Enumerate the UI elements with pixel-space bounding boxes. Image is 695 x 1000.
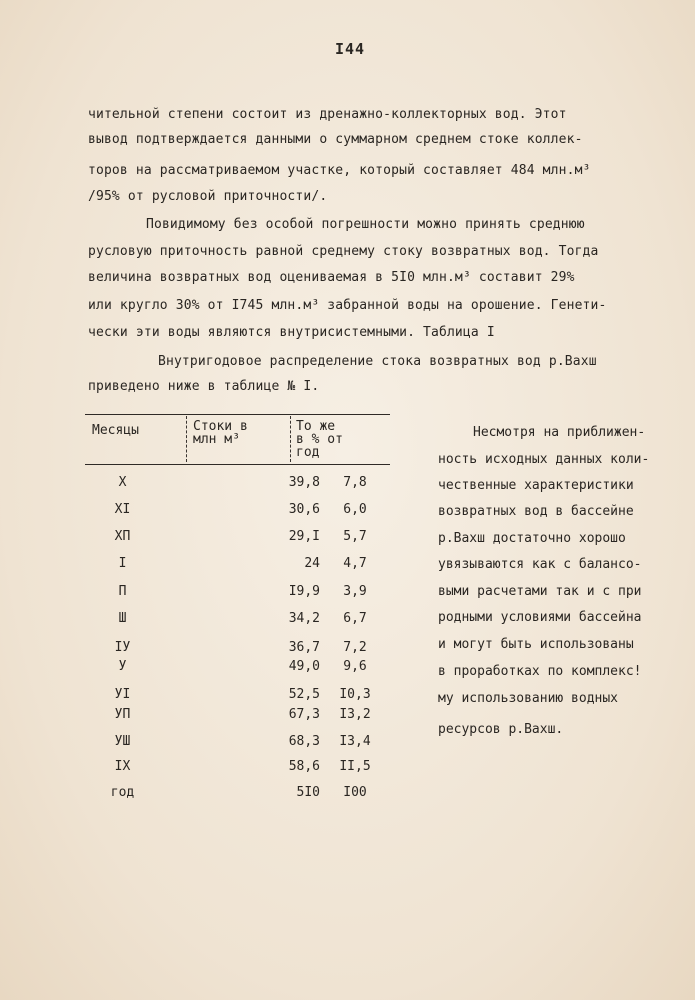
cell-percent: 4,7: [343, 556, 367, 571]
table-row: [85, 556, 385, 576]
text-line: торов на рассматриваемом участке, который составляет 484 млн.м³: [88, 163, 591, 178]
cell-flow: 39,8: [288, 475, 320, 490]
cell-flow: 36,7: [288, 640, 320, 655]
cell-percent: I3,4: [339, 734, 371, 749]
cell-percent: 6,0: [343, 502, 367, 517]
cell-flow: 24: [304, 556, 320, 571]
cell-month: У: [118, 659, 127, 674]
cell-percent: 3,9: [343, 584, 367, 599]
cell-percent: 6,7: [343, 611, 367, 626]
text-line: Повидимому без особой погрешности можно принять среднюю: [146, 217, 585, 232]
table-row-total: [85, 785, 385, 805]
cell-percent: II,5: [339, 759, 371, 774]
text-line: Внутригодовое распределение стока возвратных вод р.Вахш: [158, 354, 597, 369]
cell-flow: 34,2: [288, 611, 320, 626]
side-note-line: ность исходных данных коли-: [438, 452, 650, 467]
cell-percent: I0,3: [339, 687, 371, 702]
table-row: [85, 734, 385, 754]
table-row: [85, 475, 385, 495]
cell-percent: I00: [343, 785, 367, 800]
cell-percent: I3,2: [339, 707, 371, 722]
side-note-line: выми расчетами так и с при: [438, 584, 642, 599]
text-line: приведено ниже в таблице № I.: [88, 379, 320, 394]
side-note-line: чественные характеристики: [438, 478, 634, 493]
side-note-line: и могут быть использованы: [438, 637, 634, 652]
table-top-rule: [85, 414, 390, 415]
cell-flow: 29,I: [288, 529, 320, 544]
cell-month: XI: [114, 502, 131, 517]
cell-percent: 5,7: [343, 529, 367, 544]
cell-month: П: [118, 584, 127, 599]
table-row: [85, 640, 385, 660]
side-note-line: му использованию водных: [438, 691, 619, 706]
cell-month: УШ: [114, 734, 131, 749]
cell-flow: I9,9: [288, 584, 320, 599]
cell-flow: 67,3: [288, 707, 320, 722]
cell-flow: 49,0: [288, 659, 320, 674]
table-row: [85, 687, 385, 707]
text-line: величина возвратных вод оцениваемая в 5I0 млн.м³ составит 29%: [88, 270, 575, 285]
cell-month: Ш: [118, 611, 127, 626]
cell-month: IУ: [114, 640, 131, 655]
cell-month: УI: [114, 687, 131, 702]
cell-flow: 5I0: [296, 785, 320, 800]
cell-month: IX: [114, 759, 131, 774]
cell-percent: 9,6: [343, 659, 367, 674]
side-note-line: возвратных вод в бассейне: [438, 504, 634, 519]
header-month: Месяцы: [92, 423, 139, 438]
side-note-line: Несмотря на приближен-: [473, 425, 646, 440]
table-row: [85, 529, 385, 549]
table-divider: [290, 416, 291, 462]
cell-month: I: [118, 556, 127, 571]
text-line: /95% от русловой приточности/.: [88, 189, 328, 204]
table-row: [85, 584, 385, 604]
table-row: [85, 611, 385, 631]
header-flow: Стоки в млн м³: [193, 419, 248, 447]
side-note-line: в проработках по комплекс!: [438, 664, 642, 679]
table-row: [85, 659, 385, 679]
cell-month: УП: [114, 707, 131, 722]
table-row: [85, 502, 385, 522]
side-note-line: родными условиями бассейна: [438, 610, 642, 625]
page-number: I44: [335, 40, 366, 58]
text-line: русловую приточность равной среднему стоку возвратных вод. Тогда: [88, 244, 599, 259]
cell-month: XП: [114, 529, 131, 544]
table-row: [85, 759, 385, 779]
cell-percent: 7,8: [343, 475, 367, 490]
header-percent: То же в % от год: [296, 419, 343, 460]
text-line: чительной степени состоит из дренажно-коллекторных вод. Этот: [88, 107, 567, 122]
cell-flow: 68,3: [288, 734, 320, 749]
cell-flow: 30,6: [288, 502, 320, 517]
cell-month: год: [110, 785, 135, 800]
side-note-line: р.Вахш достаточно хорошо: [438, 531, 626, 546]
text-line: чески эти воды являются внутрисистемными. Таблица I: [88, 325, 495, 340]
text-line: или кругло 30% от I745 млн.м³ забранной воды на орошение. Генети-: [88, 298, 607, 313]
cell-percent: 7,2: [343, 640, 367, 655]
table-row: [85, 707, 385, 727]
text-line: вывод подтверждается данными о суммарном среднем стоке коллек-: [88, 132, 583, 147]
side-note-line: увязываются как с балансо-: [438, 557, 642, 572]
table-header-rule: [85, 464, 390, 465]
cell-flow: 52,5: [288, 687, 320, 702]
cell-flow: 58,6: [288, 759, 320, 774]
cell-month: X: [118, 475, 127, 490]
side-note-line: ресурсов р.Вахш.: [438, 722, 564, 737]
table-divider: [186, 416, 187, 462]
